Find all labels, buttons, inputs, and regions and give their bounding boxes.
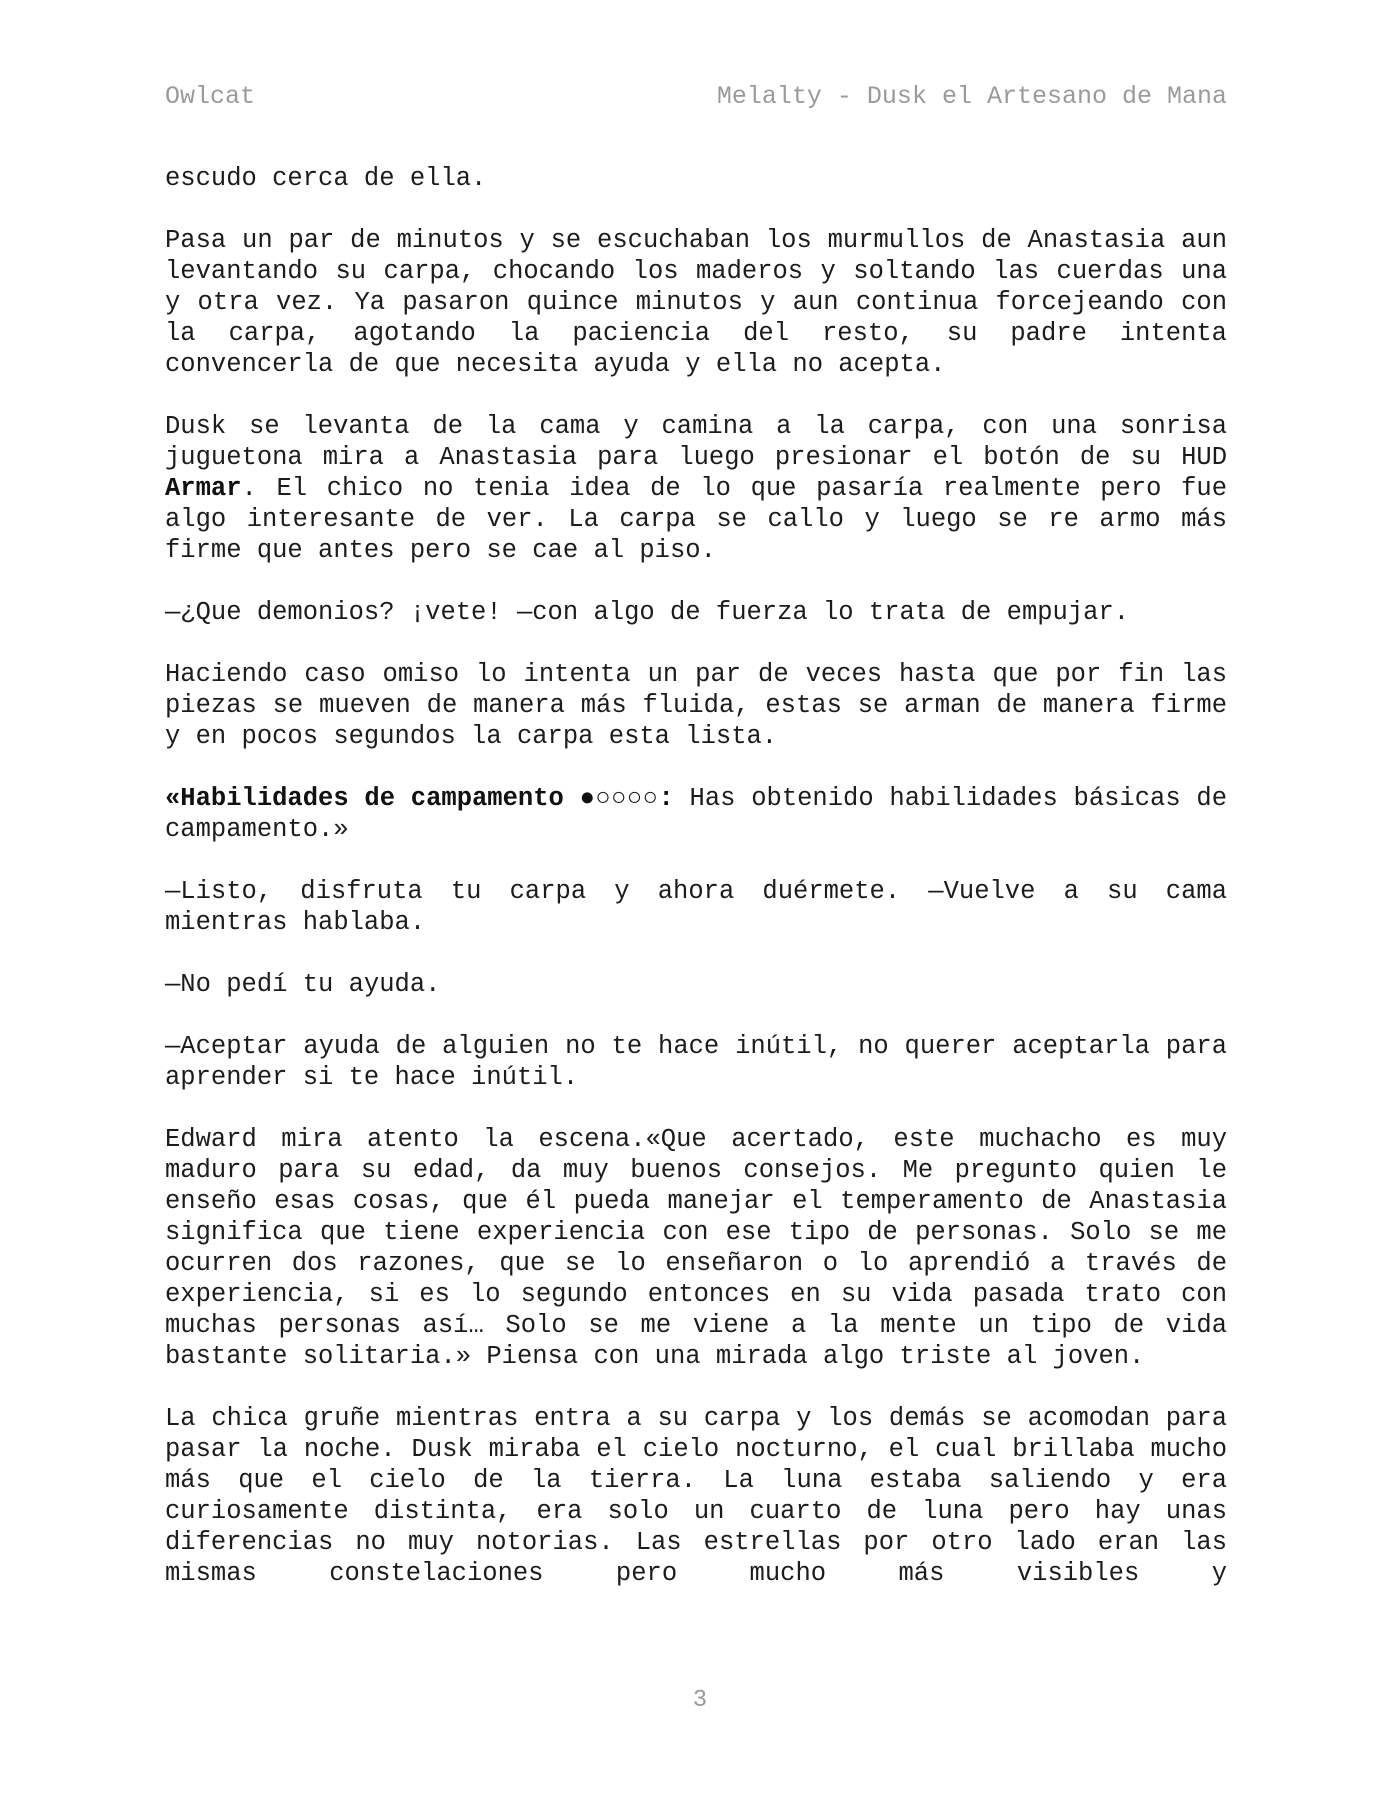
paragraph-text: Dusk se levanta de la cama y camina a la carpa, con una sonrisa juguetona mira a Anastasia para luego presionar el botón de su HUD [165,412,1227,472]
paragraph: escudo cerca de ella. [165,164,487,193]
skill-description: Has obtenido habilidades básicas de campamento.» [165,784,1228,844]
dialogue-line: —¿Que demonios? ¡vete! —con algo de fuerza lo trata de empujar. [165,598,1130,627]
paragraph [165,411,1227,566]
header-title: Melalty - Dusk el Artesano de Mana [716,82,1227,111]
page-body [165,163,1227,1589]
skill-notification [165,783,1227,845]
dialogue-line: —Aceptar ayuda de alguien no te hace inútil, no querer aceptarla para aprender si te hace inútil. [165,1032,1227,1092]
skill-title-bold: «Habilidades de campamento ●○○○○: [165,784,674,813]
header-author: Owlcat [165,82,256,111]
skill-name-bold: Armar [165,474,242,503]
paragraph-text: . El chico no tenia idea de lo que pasaría realmente pero fue algo interesante de ver. La carpa se callo y luego se re armo más firme que antes pero se cae al piso. [165,474,1227,565]
dialogue-line: —Listo, disfruta tu carpa y ahora duérmete. —Vuelve a su cama mientras hablaba. [165,877,1227,937]
paragraph: La chica gruñe mientras entra a su carpa y los demás se acomodan para pasar la noche. Dusk miraba el cielo nocturno, el cual brillaba mucho más que el cielo de la tierra. La luna estaba saliendo y era curiosamente distinta, era solo un cuarto de luna pero hay unas diferencias no muy notorias. Las estrellas por otro lado eran las mismas constelaciones pero mucho más visibles y [165,1404,1227,1588]
page-number: 3 [692,1687,708,1714]
paragraph: Edward mira atento la escena.«Que acertado, este muchacho es muy maduro para su edad, da muy buenos consejos. Me pregunto quien le enseño esas cosas, que él pueda manejar el temperamento de Anastasia significa que tiene experiencia con ese tipo de personas. Solo se me ocurren dos razones, que se lo enseñaron o lo aprendió a través de experiencia, si es lo segundo entonces en su vida pasada trato con muchas personas así… Solo se me viene a la mente un tipo de vida bastante solitaria.» Piensa con una mirada algo triste al joven. [165,1125,1227,1371]
paragraph: Pasa un par de minutos y se escuchaban los murmullos de Anastasia aun levantando su carpa, chocando los maderos y soltando las cuerdas una y otra vez. Ya pasaron quince minutos y aun continua forcejeando con la carpa, agotando la paciencia del resto, su padre intenta convencerla de que necesita ayuda y ella no acepta. [165,226,1227,379]
page-header [165,82,1227,114]
paragraph: Haciendo caso omiso lo intenta un par de veces hasta que por fin las piezas se mueven de manera más fluida, estas se arman de manera firme y en pocos segundos la carpa esta lista. [165,660,1227,751]
dialogue-line: —No pedí tu ayuda. [165,970,441,999]
